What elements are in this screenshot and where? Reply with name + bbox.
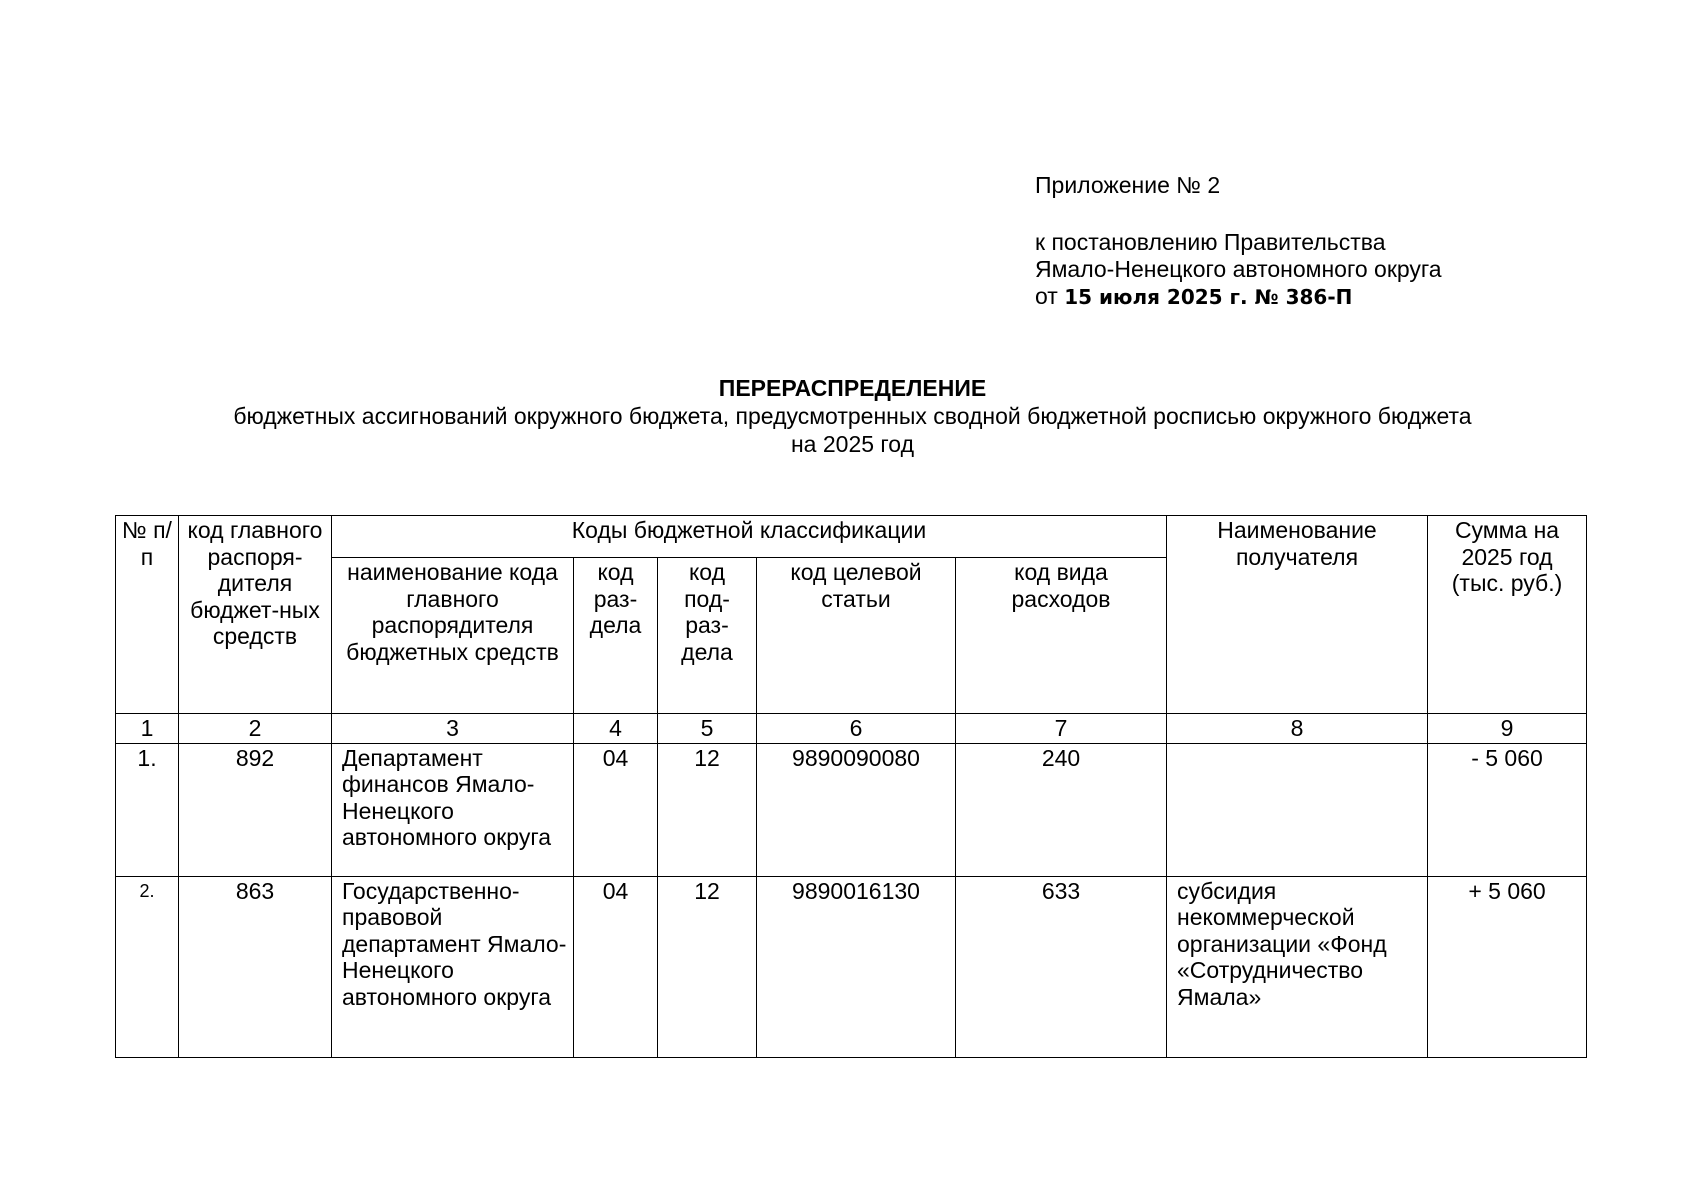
header-section-code: код раз-дела [574,558,658,714]
appendix-line-2: Ямало-Ненецкого автономного округа [1035,256,1442,282]
column-number: 3 [332,714,574,744]
column-number: 5 [658,714,757,744]
decree-date-prefix: от [1035,283,1058,309]
header-num: № п/п [116,516,179,714]
table-row [116,876,1587,1057]
column-number: 4 [574,714,658,744]
column-number: 1 [116,714,179,744]
row-expense-type: 240 [956,743,1167,876]
header-main-manager-code: код главного распоря-дителя бюджет-ных средств [179,516,332,714]
appendix-decree-line [1035,283,1442,311]
row-manager-name: Государственно-правовой департамент Ямало-Ненецкого автономного округа [332,876,574,1057]
row-amount: - 5 060 [1428,743,1587,876]
row-manager-name: Департамент финансов Ямало-Ненецкого автономного округа [332,743,574,876]
column-number: 7 [956,714,1167,744]
row-recipient: субсидия некоммерческой организации «Фонд «Сотрудничество Ямала» [1167,876,1428,1057]
document-subtitle-line-2: на 2025 год [790,431,915,457]
header-target-article-code: код целевой статьи [757,558,956,714]
column-number: 2 [179,714,332,744]
header-classification-group: Коды бюджетной классификации [332,516,1167,558]
row-num: 1. [116,743,179,876]
row-manager-code: 892 [179,743,332,876]
appendix-line-1: к постановлению Правительства [1035,229,1386,255]
decree-date-number: 15 июля 2025 г. № 386-П [1064,285,1353,309]
header-subsection-code: код под-раз-дела [658,558,757,714]
column-numbers-row [116,714,1587,744]
redistribution-table [115,515,1587,1058]
row-expense-type: 633 [956,876,1167,1057]
header-amount: Сумма на 2025 год (тыс. руб.) [1428,516,1587,714]
row-manager-code: 863 [179,876,332,1057]
document-heading [120,374,1585,458]
column-number: 8 [1167,714,1428,744]
header-recipient-name: Наименование получателя [1167,516,1428,714]
row-section: 04 [574,876,658,1057]
row-target-article: 9890016130 [757,876,956,1057]
column-number: 6 [757,714,956,744]
row-amount: + 5 060 [1428,876,1587,1057]
row-num: 2. [116,876,179,1057]
appendix-block [1035,172,1442,311]
table-row [116,743,1587,876]
row-recipient [1167,743,1428,876]
row-subsection: 12 [658,876,757,1057]
document-subtitle-line-1: бюджетных ассигнований окружного бюджета, предусмотренных сводной бюджетной росписью окружного бюджета [233,403,1472,429]
appendix-number: Приложение № 2 [1035,172,1221,198]
header-manager-code-name: наименование кода главного распорядителя бюджетных средств [332,558,574,714]
header-expense-type-code: код вида расходов [956,558,1167,714]
row-target-article: 9890090080 [757,743,956,876]
column-number: 9 [1428,714,1587,744]
document-title: ПЕРЕРАСПРЕДЕЛЕНИЕ [718,375,987,401]
row-section: 04 [574,743,658,876]
row-subsection: 12 [658,743,757,876]
table-header-row-1 [116,516,1587,558]
